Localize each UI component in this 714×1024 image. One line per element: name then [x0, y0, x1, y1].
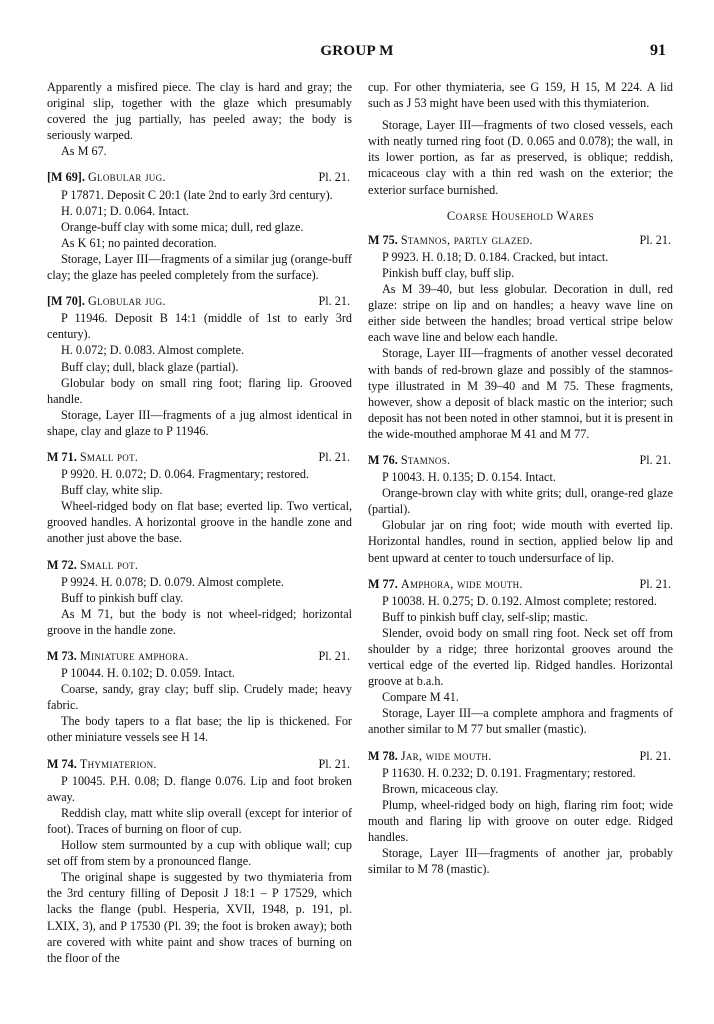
entry-heading [368, 232, 673, 248]
entry-paragraph: Globular jar on ring foot; wide mouth with everted lip. Horizontal handles, round in section, applied below lip and bent upward at center to touch undersurface of lip. [368, 518, 673, 565]
plate-ref: Pl. 21. [639, 576, 671, 591]
entry-name: Jar, wide mouth. [400, 748, 492, 763]
entry-paragraph: The body tapers to a flat base; the lip is thickened. For other miniature vessels see H 14. [47, 714, 352, 745]
entry-id: M 74. [47, 756, 77, 771]
entry-heading [368, 576, 673, 592]
entry-paragraph: The original shape is suggested by two thymiateria from the 3rd century filling of Deposit J 18:1 – P 17529, which lacks the flange (publ. Hesperia, XVII, 1948, p. 191, pl. LXIX, 3), and P 17530 (Pl. 39; the foot is broken away); both are covered with white paint and show traces of burning on the floor of the [47, 870, 352, 965]
entry-paragraph: P 9924. H. 0.078; D. 0.079. Almost complete. [61, 574, 284, 589]
entry-paragraph: Plump, wheel-ridged body on high, flaring rim foot; wide mouth and flaring lip with groove on outer edge. Ridged handles. [368, 797, 673, 845]
entry-name: Globular jug. [87, 294, 166, 309]
continuation-paragraph: cup. For other thymiateria, see G 159, H 15, M 224. A lid such as J 53 might have been used with this thymiaterion. [368, 80, 673, 111]
entry-paragraph: Slender, ovoid body on small ring foot. Neck set off from shoulder by a ridge; three horizontal grooves around the vertical edge of the everted lip. Ridged handles. Horizontal groove at b.a.h. [368, 625, 673, 689]
entry-name: Thymiaterion. [79, 756, 157, 771]
entry-name: Amphora, wide mouth. [400, 576, 523, 591]
catalogue-entry-m72 [47, 557, 352, 638]
catalogue-entry-m71 [47, 449, 352, 547]
entry-id: M 78. [368, 748, 398, 763]
running-header: GROUP M [320, 43, 394, 59]
entry-paragraph: Hollow stem surmounted by a cup with oblique wall; cup set off from stem by a pronounced flange. [47, 838, 352, 869]
plate-ref: Pl. 21. [318, 756, 350, 771]
entry-paragraph: Wheel-ridged body on flat base; everted lip. Two vertical, grooved handles. A horizontal groove in the handle zone and another just above the base. [47, 499, 352, 546]
entry-paragraph: P 9923. H. 0.18; D. 0.184. Cracked, but intact. [382, 249, 609, 264]
left-column [47, 79, 352, 966]
entry-name: Globular jug. [87, 170, 166, 185]
entry-paragraph: Pinkish buff clay, buff slip. [382, 265, 515, 280]
entry-heading [47, 169, 352, 185]
catalogue-entry-m74 [47, 756, 352, 966]
entry-paragraph: Orange-brown clay with white grits; dull, orange-red glaze (partial). [368, 486, 673, 517]
catalogue-entry-m73 [47, 648, 352, 746]
entry-paragraph: As M 39–40, but less globular. Decoration in dull, red glaze: stripe on lip and on handles; a heavy wave line on either side between the handles; broad vertical stripe below each wave line and below each handle. [368, 282, 673, 345]
entry-heading [47, 449, 352, 465]
entry-paragraph: Buff to pinkish buff clay, self-slip; mastic. [382, 609, 588, 624]
entry-paragraph: P 11630. H. 0.232; D. 0.191. Fragmentary; restored. [382, 765, 636, 780]
entry-heading [47, 557, 352, 573]
entry-paragraph: P 10044. H. 0.102; D. 0.059. Intact. [61, 666, 235, 681]
entry-paragraph: Storage, Layer III—a complete amphora and fragments of another similar to M 77 but smaller (mastic). [368, 706, 673, 737]
entry-name: Small pot. [79, 449, 139, 464]
entry-paragraph: Buff clay, white slip. [61, 483, 163, 498]
catalogue-entry-m76 [368, 452, 673, 566]
entry-paragraph: Storage, Layer III—fragments of another vessel decorated with bands of red-brown glaze and possibly of the stamnos-type illustrated in M 39–40 and M 75. These fragments, however, show a deposit of black mastic on the interior; such deposit has not been noted in other stamnoi, but it is present in the wide-mouthed amphorae M 41 and M 77. [368, 346, 673, 441]
entry-name: Small pot. [79, 557, 139, 572]
section-title: Coarse Household Wares [446, 208, 595, 223]
catalogue-entry-m75 [368, 232, 673, 442]
entry-heading [47, 648, 352, 664]
page-number: 91 [650, 42, 666, 59]
entry-paragraph: Orange-buff clay with some mica; dull, red glaze. [61, 219, 304, 234]
entry-paragraph: H. 0.072; D. 0.083. Almost complete. [61, 343, 245, 358]
entry-paragraph: P 11946. Deposit B 14:1 (middle of 1st to early 3rd century). [47, 311, 352, 342]
entry-paragraph: H. 0.071; D. 0.064. Intact. [61, 203, 189, 218]
entry-paragraph: As M 71, but the body is not wheel-ridged; horizontal groove in the handle zone. [47, 606, 352, 637]
intro-paragraph: Apparently a misfired piece. The clay is hard and gray; the original slip, together with the glaze which presumably covered the jug partially, has peeled away; the body is seriously warped. [47, 80, 352, 143]
entry-paragraph: Globular body on small ring foot; flaring lip. Grooved handle. [47, 375, 352, 406]
entry-id: M 73. [47, 649, 77, 663]
entry-paragraph: Storage, Layer III—fragments of a jug almost identical in shape, clay and glaze to P 11946. [47, 407, 352, 438]
entry-paragraph: P 10038. H. 0.275; D. 0.192. Almost complete; restored. [382, 593, 657, 608]
plate-ref: Pl. 21. [318, 170, 350, 185]
catalogue-entry-m78 [368, 748, 673, 878]
entry-name: Stamnos. [400, 452, 451, 467]
entry-heading [368, 452, 673, 468]
entry-paragraph: P 9920. H. 0.072; D. 0.064. Fragmentary; restored. [61, 467, 310, 482]
entry-paragraph: Brown, micaceous clay. [382, 781, 499, 796]
plate-ref [350, 557, 352, 573]
catalogue-entry-m77 [368, 576, 673, 738]
entry-paragraph: Storage, Layer III—fragments of another jar, probably similar to M 78 (mastic). [368, 846, 673, 877]
plate-ref: Pl. 21. [318, 649, 350, 663]
entry-paragraph: P 10043. H. 0.135; D. 0.154. Intact. [382, 470, 556, 485]
plate-ref: Pl. 21. [318, 294, 350, 309]
entry-id: M 72. [47, 557, 77, 572]
catalogue-entry-m70 [47, 293, 352, 439]
continuation-paragraph: Storage, Layer III—fragments of two closed vessels, each with neatly turned ring foot (D. 0.065 and 0.078); the wall, in its lower portion, as far as preserved, is oblique; reddish, micaceous clay with a thin red wash on the exterior; the exterior surface burnished. [368, 118, 673, 197]
plate-ref: Pl. 21. [639, 748, 671, 763]
entry-paragraph: Reddish clay, matt white slip overall (except for interior of foot). Traces of burning on floor of cup. [47, 805, 352, 836]
entry-id: [M 69]. [47, 170, 85, 185]
plate-ref: Pl. 21. [639, 232, 671, 247]
catalogue-entry-m69 [47, 169, 352, 283]
intro-paragraph: As M 67. [61, 144, 107, 159]
entry-paragraph: P 17871. Deposit C 20:1 (late 2nd to early 3rd century). [61, 187, 333, 202]
entry-heading [368, 748, 673, 764]
entry-id: M 76. [368, 452, 398, 467]
entry-paragraph: P 10045. P.H. 0.08; D. flange 0.076. Lip and foot broken away. [47, 773, 352, 804]
entry-paragraph: Coarse, sandy, gray clay; buff slip. Crudely made; heavy fabric. [47, 682, 352, 713]
entry-id: M 75. [368, 232, 398, 247]
right-column [368, 79, 673, 877]
entry-name: Miniature amphora. [79, 649, 189, 663]
plate-ref: Pl. 21. [639, 452, 671, 467]
entry-paragraph: Buff to pinkish buff clay. [61, 590, 184, 605]
entry-heading [47, 293, 352, 309]
plate-ref: Pl. 21. [318, 449, 350, 464]
entry-id: [M 70]. [47, 294, 85, 309]
entry-paragraph: As K 61; no painted decoration. [61, 235, 217, 250]
entry-id: M 77. [368, 576, 398, 591]
entry-id: M 71. [47, 449, 77, 464]
entry-paragraph: Storage, Layer III—fragments of a similar jug (orange-buff clay; the glaze has peeled completely from the surface). [47, 251, 352, 283]
entry-paragraph: Buff clay; dull, black glaze (partial). [61, 359, 239, 374]
entry-paragraph: Compare M 41. [382, 690, 459, 705]
entry-name: Stamnos, partly glazed. [400, 232, 533, 247]
entry-heading [47, 756, 352, 772]
